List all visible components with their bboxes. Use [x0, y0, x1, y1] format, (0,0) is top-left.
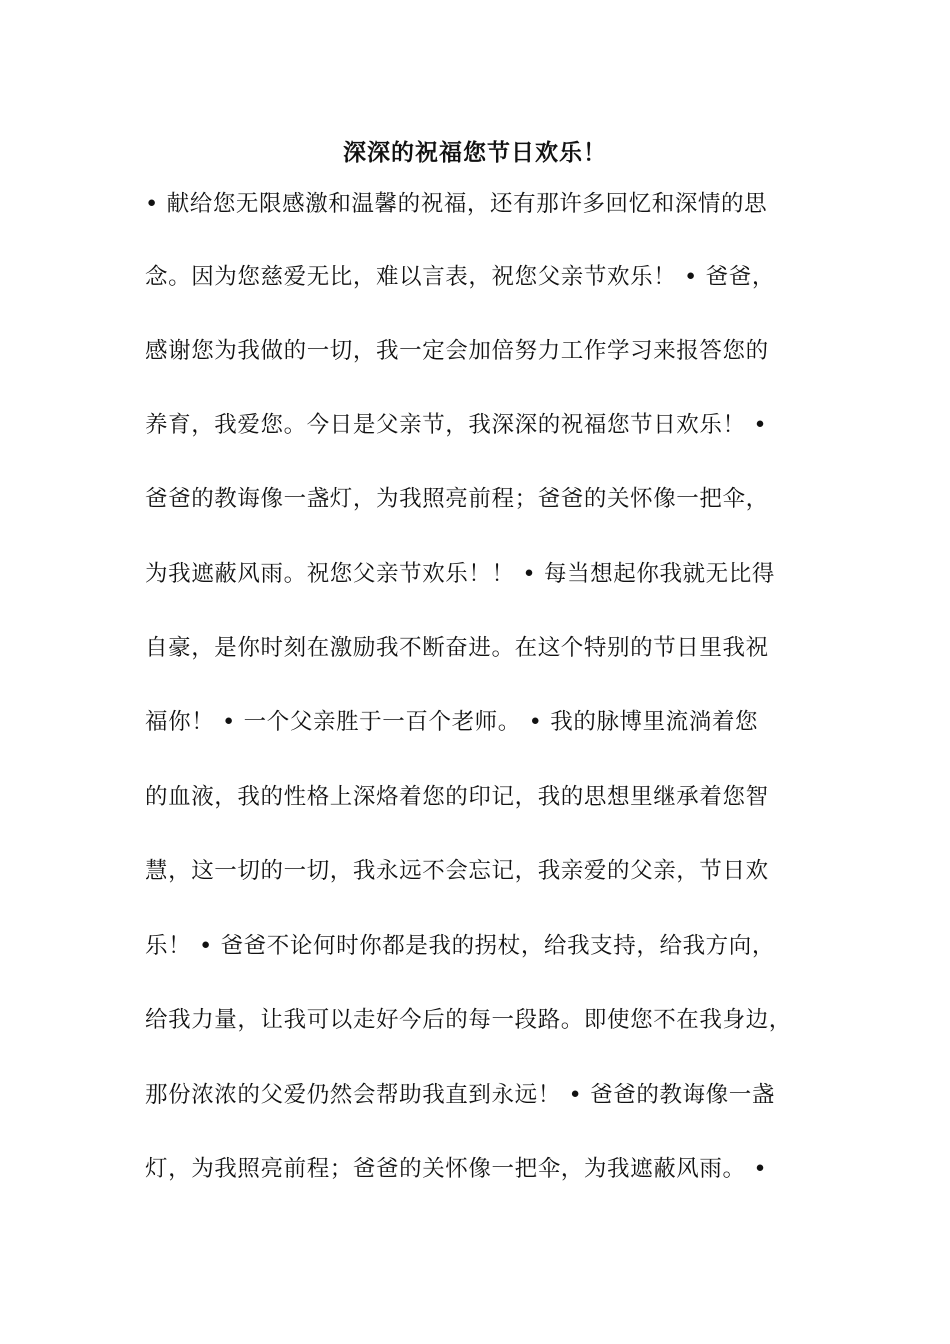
- body-line: 感谢您为我做的一切，我一定会加倍努力工作学习来报答您的: [145, 338, 769, 364]
- body-line: 念。因为您慈爱无比，难以言表，祝您父亲节欢乐！ • 爸爸，: [145, 264, 775, 290]
- body-line: 养育，我爱您。今日是父亲节，我深深的祝福您节日欢乐！ •: [145, 412, 768, 438]
- body-line: • 献给您无限感激和温馨的祝福，还有那许多回忆和深情的思: [145, 191, 768, 217]
- body-line: 给我力量，让我可以走好今后的每一段路。即使您不在我身边，: [145, 1007, 792, 1033]
- document-title: 深深的祝福您节日欢乐！: [343, 139, 607, 166]
- body-line: 为我遮蔽风雨。祝您父亲节欢乐！！ • 每当想起你我就无比得: [145, 561, 775, 587]
- body-line: 灯，为我照亮前程；爸爸的关怀像一把伞，为我遮蔽风雨。 •: [145, 1156, 768, 1182]
- body-line: 慧，这一切的一切，我永远不会忘记，我亲爱的父亲，节日欢: [145, 858, 769, 884]
- body-line: 的血液，我的性格上深烙着您的印记，我的思想里继承着您智: [145, 784, 769, 810]
- body-line: 爸爸的教诲像一盏灯，为我照亮前程；爸爸的关怀像一把伞，: [145, 486, 769, 512]
- body-line: 福你！ • 一个父亲胜于一百个老师。 • 我的脉博里流淌着您: [145, 709, 759, 735]
- body-line: 那份浓浓的父爱仍然会帮助我直到永远！ • 爸爸的教诲像一盏: [145, 1082, 775, 1108]
- body-line: 自豪，是你时刻在激励我不断奋进。在这个特别的节日里我祝: [145, 635, 769, 661]
- body-line: 乐！ • 爸爸不论何时你都是我的拐杖，给我支持，给我方向，: [145, 933, 775, 959]
